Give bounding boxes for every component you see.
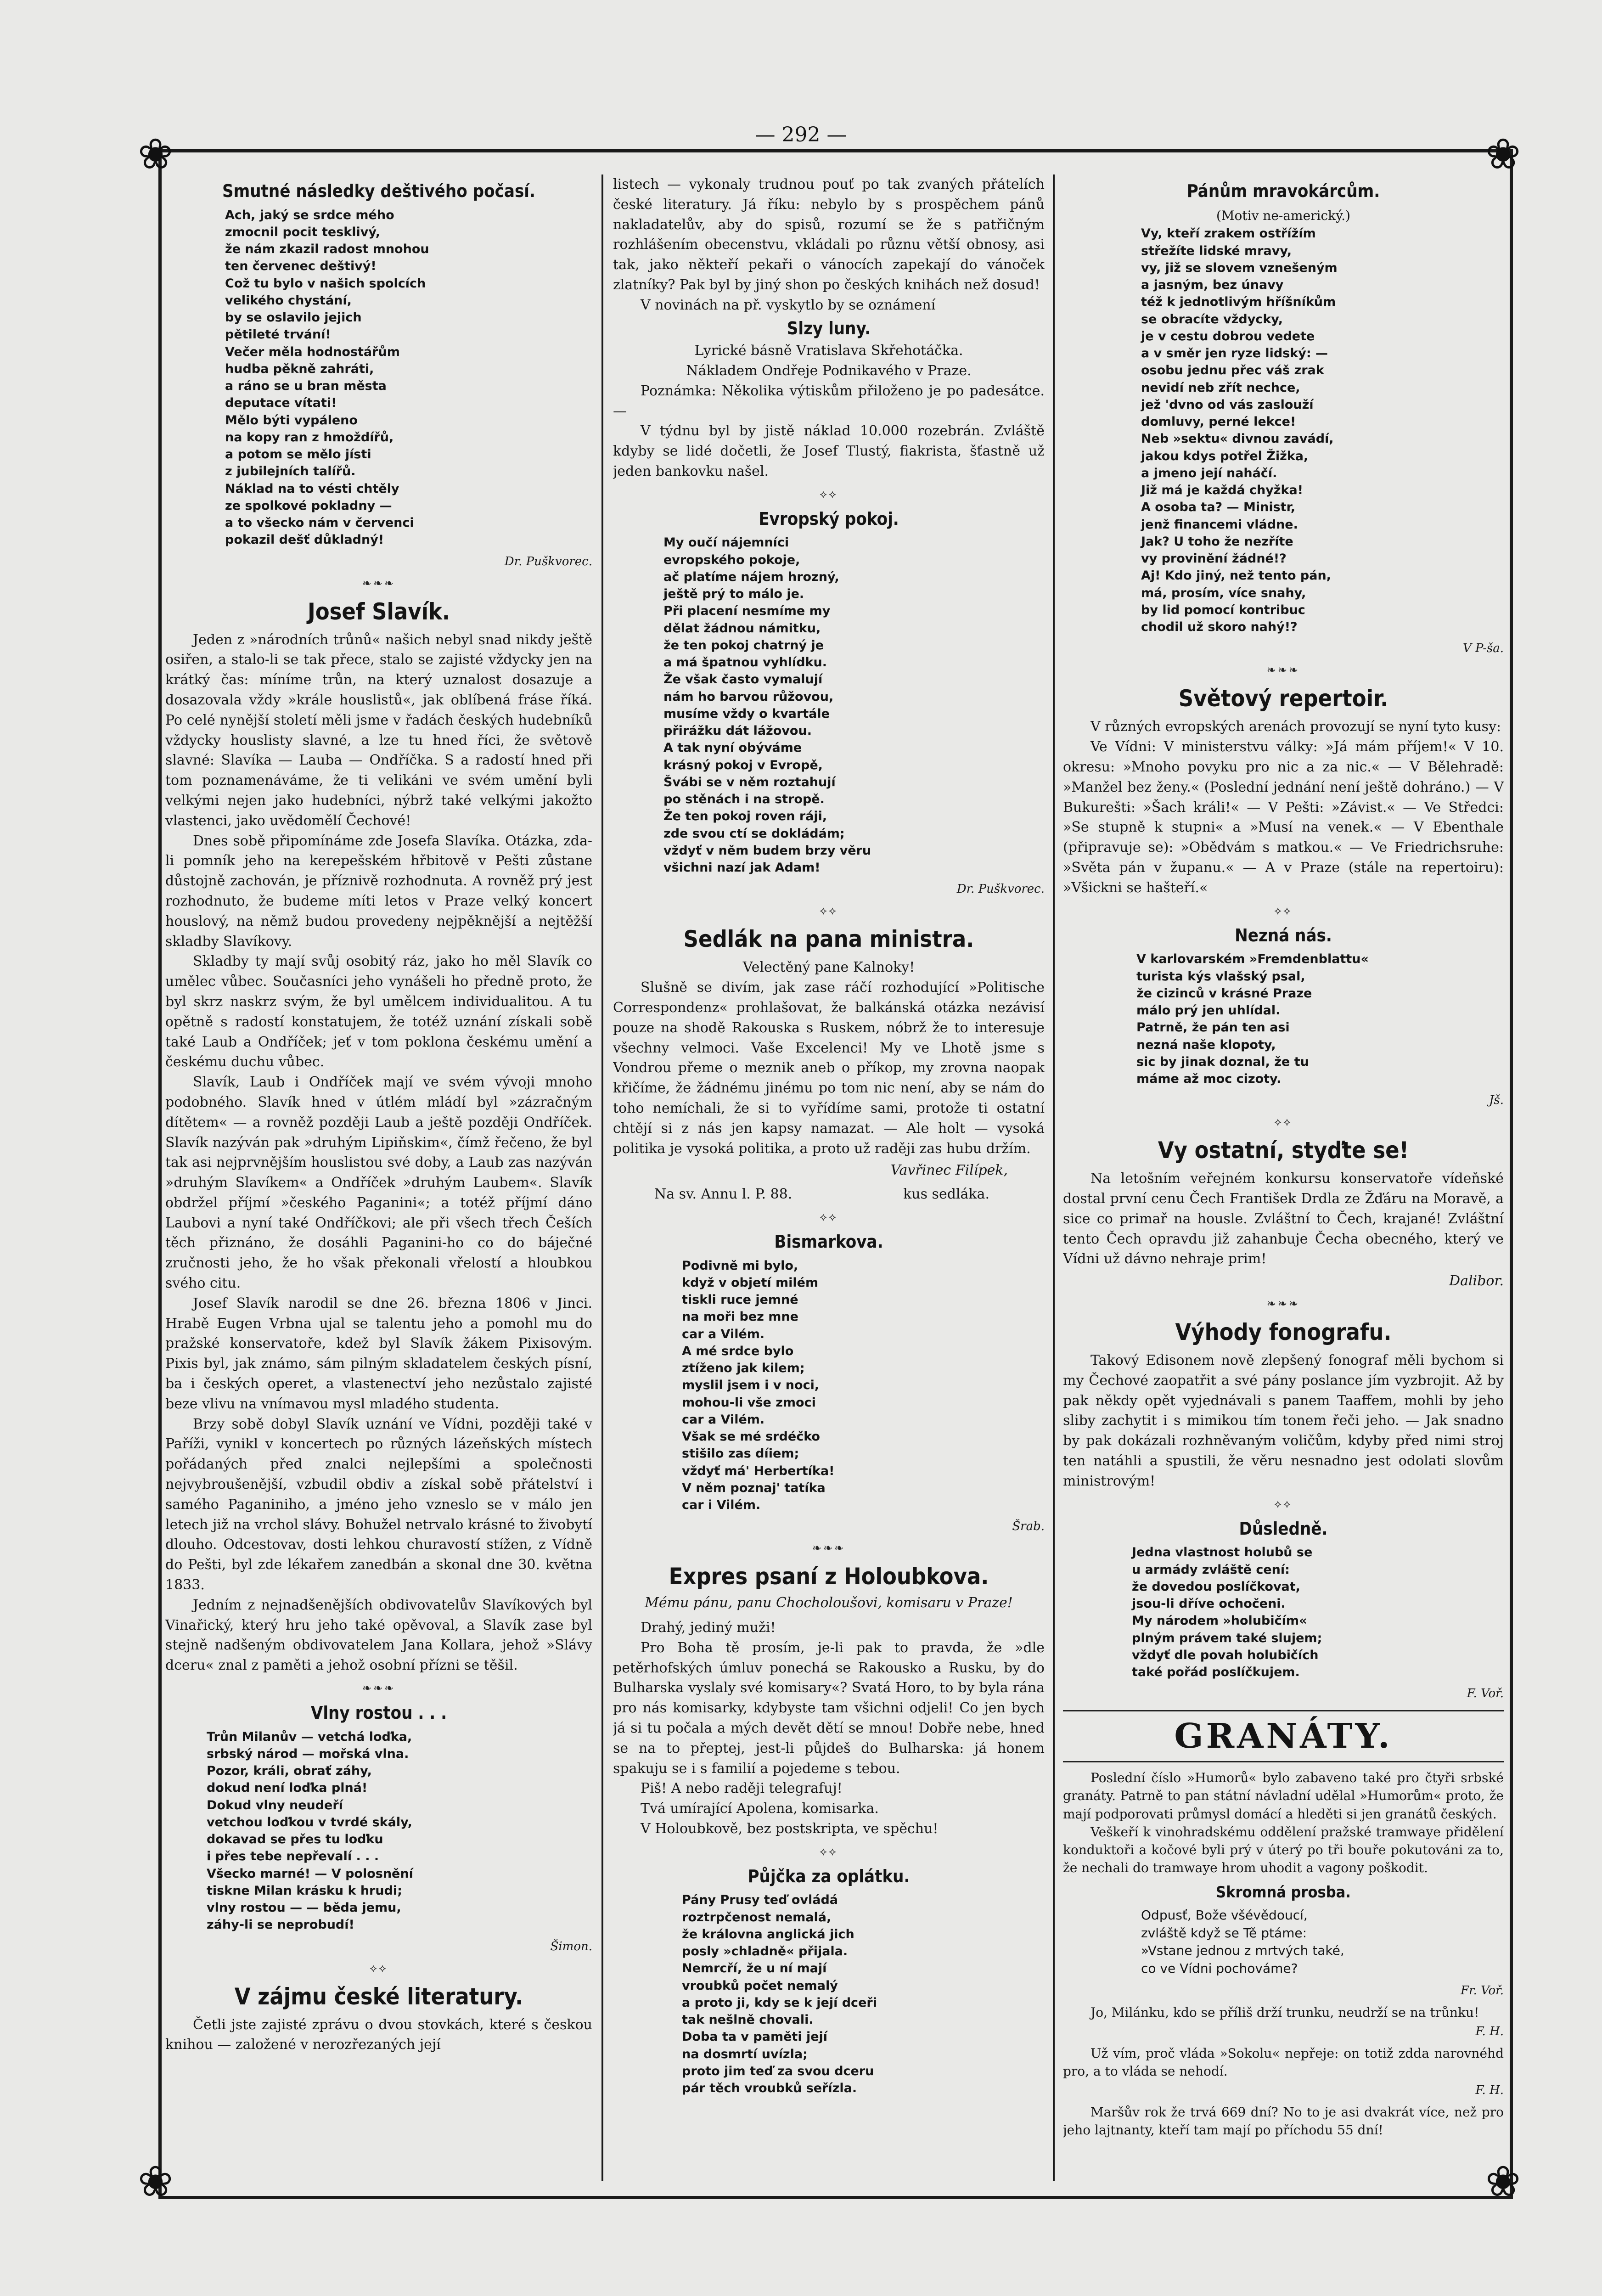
paragraph: Četli jste zajisté zprávu o dvou stovkách, které s českou knihou — založené v nerozřezaných její [165,2016,592,2053]
letter-footer [613,1184,1045,1204]
paragraph: Tvá umírající Apolena, komisarka. [641,1801,879,1817]
author-signature: Šrab. [1012,1519,1045,1534]
author-signature: Dalibor. [1449,1273,1504,1289]
section-divider: ⟡⟡ [1274,1497,1293,1510]
corner-ornament-icon: ❀ [1485,2157,1521,2206]
article-title: Vy ostatní, styďte se! [1158,1137,1409,1164]
column-rule [601,174,603,2181]
paragraph: Maršův rok že trvá 669 dní? No to je asi dvakrát více, než pro jeho lajtnanty, kteří tam mají po příchodu 55 dní! [1063,2105,1504,2138]
letter-greeting: Drahý, jediný muži! [641,1620,776,1636]
article-title: Půjčka za oplátku. [748,1866,910,1886]
author-signature: Dr. Puškvorec. [504,554,592,568]
paragraph: Jeden z »národních trůnů« našich nebyl snad nikdy ještě osiřen, a stalo-li se tak přece, stalo se zajisté vždycky jen na krátký čas: míníme trůn, na který uznalost dosazuje a dosazovala vždy »krále houslistů«, jak oblíbená fráse říká. Po celé nynější století měli jsme v řadách českých hudebníků vždycky houslisty slavné, a lze tu hned říci, že světově slavné: Slavíka — Lauba — Ondříčka. S a radostí hned při tom poznamenáváme, že ti velikáni ve svém umění byli velkými nejen jako hudebníci, nýbrž také velkými jakožto vlastenci, jako uvědomělí Čechové! [165,631,592,829]
poem: Vy, kteří zrakem ostřížím střežíte lidské mravy, vy, již se slovem vznešeným a jasným, bez únavy též k jednotlivým hříšníkům se obracíte vždycky, je v cestu dobrou vedete a v směr jen ryze lidský: — osobu jednu přec váš zrak nevidí neb zřít nechce, jež 'dvno od vás zaslouží domluvy, perné lekce! Neb »sektu« divnou zavádí, jakou kdys potřel Žižka, a jmeno její naháčí. Již má je každá chyžka! A osoba ta? — Ministr, jenž financemi vládne. Jak? U toho že nezříte vy provinění žádné!? Aj! Kdo jiný, než tento pán, má, prosím, více snahy, by lid pomocí kontribuc chodil už skoro nahý!? [1141,226,1338,635]
poem: My oučí nájemníci evropského pokoje, ač platíme nájem hrozný, ještě prý to málo je. Při placení nesmíme my dělat žádnou námitku, že ten pokoj chatrný je a má špatnou vyhlídku. Že však často vymalují nám ho barvou růžovou, musíme vždy o kvartále přirážku dát lážovou. A tak nyní obýváme krásný pokoj v Evropě, Švábi se v něm roztahují po stěnách i na stropě. Že ten pokoj roven ráji, zde svou ctí se dokládám; vždyť v něm budem brzy věru všichni nazí jak Adam! [663,535,871,875]
article-title: Expres psaní z Holoubkova. [669,1563,989,1590]
book-title: Slzy luny. [787,318,871,338]
column-1 [165,174,592,2184]
poem: Jedna vlastnost holubů se u armády zvláště cení: že dovedou poslíčkovat, jsou-li dříve ochočeni. My národem »holubičím« plným právem také slujem; vždyť dle povah holubičích také pořád poslíčkujem. [1132,1545,1322,1679]
article-title: Bismarkova. [774,1231,883,1252]
section-divider: ⟡⟡ [820,1845,838,1858]
author-signature: Dr. Puškvorec. [956,882,1045,896]
column-2 [613,174,1045,2184]
author-signature: Vavřinec Filípek, [890,1162,1008,1179]
poem: Podivně mi bylo, když v objetí milém tiskli ruce jemné na moři bez mne car a Vilém. A mé srdce bylo ztíženo jak kilem; myslil jsem i v noci, mohou-li vše zmoci car a Vilém. Však se mé srdéčko stišilo zas díiem; vždyť má' Herbertíka! V něm poznaj' tatíka car i Vilém. [682,1258,835,1513]
corner-ornament-icon: ❀ [138,2157,174,2206]
paragraph: V novinách na př. vyskytlo by se oznámení [641,297,936,313]
book-line: Lyrické básně Vratislava Skřehotáčka. [694,343,963,359]
article-subtitle: (Motiv ne-americký.) [1216,208,1351,223]
article-title: Světový repertoir. [1178,685,1388,712]
section-divider: ⟡⟡ [820,904,838,917]
author-signature: Fr. Voř. [1460,1983,1504,1998]
paragraph: Slavík, Laub i Ondříček mají ve svém vývoji mnoho podobného. Slavík hned v útlém mládí byl »zázračným dítětem« — a rovněž později Laub a ještě později Ondříček. Slavík nazýván pak »druhým Lipiňskim«, čímž řečeno, že byl tak asi nejprvnějším houslistou své doby, a Laub zas nazýván »druhým Slavíkem« a Ondříček »druhým Laubem«. Slavík obdržel příjmí »českého Paganini«; a totéž příjmí dáno Laubovi a nyní také Ondříčkovi; ale při všech třech Češích těch přiznáno, že dosáhli Paganini-ho co do báječné zručnosti jeho, že ho však překonali vřelostí a hloubkou svého citu. [165,1074,592,1292]
poem: V karlovarském »Fremdenblattu« turista kýs vlašský psal, že cizinců v krásné Praze málo prý jen uhlídal. Patrně, že pán ten asi nezná naše klopoty, sic by jinak doznal, že tu máme až moc cizoty. [1136,952,1369,1086]
section-divider: ⟡⟡ [1274,1115,1293,1129]
paragraph: V různých evropských arenách provozují se nyní tyto kusy: [1090,719,1501,735]
article-title: V zájmu české literatury. [234,1983,523,2010]
article-title: Skromná prosba. [1216,1883,1351,1902]
frame-right-rule [1510,149,1513,2197]
paragraph: Jedním z nejnadšenějších obdivovatelův Slavíkových byl Vinařický, který hru jeho také opěvoval, a Slavík zase byl stejně nadšeným obdivovatelem Jana Kollara, jehož »Slávy dceru« znal z paměti a jehož osobní přízni se těšil. [165,1597,592,1674]
paragraph: Poznámka: Několika výtiskům přiloženo je po padesátce. — [613,383,1045,419]
paragraph: V Holoubkově, bez postskripta, ve spěchu! [641,1821,939,1837]
poem: Ach, jaký se srdce mého zmocnil pocit tesklivý, že nám zkazil radost mnohou ten červenec deštivý! Což tu bylo v našich spolcích velikého chystání, by se oslavilo jejich pětileté trvání! Večer měla hodnostářům hudba pěkně zahráti, a ráno se u bran města deputace vítati! Mělo býti vypáleno na kopy ran z hmoždířů, a potom se mělo jísti z jubilejních talířů. Náklad na to vésti chtěly ze spolkové pokladny — a to všecko nám v červenci pokazil dešť důkladný! [225,208,429,547]
article-title: Sedlák na pana ministra. [683,926,974,953]
paragraph: Už vím, proč vláda »Sokolu« nepřeje: on totiž zdda narovnéhd pro, a to vláda se nehodí. [1063,2045,1504,2079]
author-signature: Šimon. [550,1939,592,1953]
article-title: Josef Slavík. [307,598,450,625]
paragraph: Na letošním veřejném konkursu konservatoře vídeňské dostal první cenu Čech František Drdla ze Žďáru na Moravě, a sice co primař na housle. Zvláštní to Čech, krajané! Zvláštní tento Čech opravdu již zahanbuje Čecha obecného, který ve Vídni už dávno nehraje prim! [1063,1171,1504,1267]
section-divider: ⟡⟡ [820,1210,838,1223]
paragraph: Slušně se divím, jak zase ráčí rozhodující »Politische Correspondenz« prohlašovat, že balkánská otázka nezávisí pouze na shodě Rakouska s Ruskem, nóbrž že to interesuje všechny velmoci. Vaše Excelenci! My ve Lhotě jsme s Vondrou přeme o meznik aneb o příkop, my zrovna naopak křičíme, že žádnému jinému po tom nic není, aby se nám do toho nemíchali, že si to vyřídíme sami, protože ti ostatní chtějí si z nás jen kapsy namazat. — Ale holt — vysoká politika je vysoká politika, a proto už raději zas hubu držím. [613,979,1045,1157]
article-title: Nezná nás. [1235,925,1332,945]
paragraph: V týdnu byl by jistě náklad 10.000 rozebrán. Zvláště kdyby se lidé dočetli, že Josef Tlustý, fiakrista, šťastně už jeden bankovku našel. [613,423,1045,479]
section-divider: ❧❧❧ [1266,1297,1300,1311]
paragraph: Pro Boha tě prosím, je-li pak to pravda, že »dle petěrhofských úmluv ponechá se Rakousko a Rusku, by do Bulharska vyslaly své komisary«? Svatá Horo, to by byla rána pro nás komisarky, kdybyste tam všichni odjeli! Co jen bych já si tu počala a mých devět dětí se mnou! Dobře nebe, hned se na to přeptej, jest-li půjdeš do Bulharska: já honem spakuju se i s familií a pojedeme s tebou. [613,1639,1045,1777]
author-signature: F. H. [1475,2024,1504,2038]
section-banner: GRANÁTY. [1063,1710,1504,1762]
section-divider: ⟡⟡ [1274,904,1293,917]
article-title: Smutné následky deštivého počasí. [222,181,536,201]
paragraph: Josef Slavík narodil se dne 26. března 1806 v Jinci. Hrabě Eugen Vrbna ujal se talentu jeho a pomohl mu do pražské konservatoře, kdež byl Slavík žákem Pixisovým. Pixis byl, jak známo, sám pilným skladatelem českých písní, ba i českých operet, a vlastenectví jeho nezůstalo zajisté beze vlivu na vnímavou mysl mladého studenta. [165,1295,592,1412]
paragraph: listech — vykonaly trudnou pouť po tak zvaných přátelích české literatury. Já říku: nebylo by s prospěchem pánů nakladatelův, aby do spisů, rozumí se že s patřičným rozhlášením obecenstvu, vkládali po různu větší obnosy, asi tak, jako někteří pekaři o vánocích zapekají do vánoček zlatníky? Pak byl by jiný shon po českých knihách než dosud! [613,176,1045,293]
paragraph: Poslední číslo »Humorů« bylo zabaveno také pro čtyři srbské granáty. Patrně to pan státní návladní udělal »Humorům« proto, že mají podporovati průmysl domácí a hleděti si jen granátů českých. [1063,1770,1504,1822]
author-signature: F. H. [1475,2083,1504,2098]
book-line: Nákladem Ondřeje Podnikavého v Praze. [686,362,972,379]
author-signature: V P-ša. [1462,642,1504,656]
paragraph: Dnes sobě připomínáme zde Josefa Slavíka. Otázka, zda-li pomník jeho na kerepešském hřbitově v Pešti zůstane důstojně zachován, je příznivě rozhodnuta. A rovněž prý jest rozhodnuto, že budeme míti letos v Praze velký koncert houslový, na němž budou provedeny nejpěknější a nejtěžší skladby Slavíkovy. [165,833,592,950]
letter-place: Na sv. Annu l. P. 88. [654,1186,793,1203]
paragraph: Takový Edisonem nově zlepšený fonograf měli bychom si my Čechové zaopatřit a své pány poslance jím vyzbrojit. Až by pak někdy opět vyjednávali s panem Taaffem, mohli by jeho sliby zachytit i s mimikou tím tonem řeči jeho. — Jak snadno by pak dokázali rozhněvaným voličům, kdyby před nimi stroj ten natáhli a spustili, že věru nesnadno jest odolati slovům ministrovým! [1063,1352,1504,1489]
paragraph: Veškeří k vinohradskému oddělení pražské tramwaye přidělení konduktoři a kočové byli prý v úterý po tři bouře pokutováni za to, že nechali do tramwaye hrom uhodit a vagony poškodit. [1063,1824,1504,1876]
column-rule [1053,174,1055,2181]
paragraph: Ve Vídni: V ministerstvu války: »Já mám příjem!« V 10. okresu: »Mnoho povyku pro nic a za nic.« — V Bělehradě: »Manžel bez ženy.« (Poslední jednání není ještě dohráno.) — V Bukurešti: »Šach králi!« — V Pešti: »Závist.« — Ve Středci: »Se stupně k stupni« a »Musí na venek.« — V Ebenthale (připravuje se): »Obědvám s matkou.« — Ve Friedrichsruhe: »Světa pán v županu.« — A v Praze (stále na repertoiru): »Všickni se hašteří.« [1063,739,1504,896]
article-title: Důsledně. [1239,1518,1328,1539]
section-divider: ⟡⟡ [820,487,838,501]
section-divider: ❧❧❧ [362,576,396,590]
paragraph: Brzy sobě dobyl Slavík uznání ve Vídni, později také v Paříži, vynikl v koncertech po různých lázeňských místech pořádaných před znalci nejlepšími a společnosti nejvybroušenější, vzbudil obdiv a získal sobě přátelství i samého Paganiniho, a jméno jeho vzneslo se v málo jen letech již na vrchol slávy. Bohužel netrvalo krásné to živobytí dlouho. Odcestovav, dosti lehkou churavostí stížen, z Vídně do Pešti, byl zde lékařem zanedbán a skonal dne 30. května 1833. [165,1416,592,1593]
poem: Trůn Milanův — vetchá loďka, srbský národ — mořská vlna. Pozor, králi, obrať záhy, dokud není loďka plná! Dokud vlny neudeří vetchou loďkou v tvrdé skály, dokavad se přes tu loďku i přes tebe nepřevalí . . . Všecko marné! — V polosnění tiskne Milan krásku k hrudi; vlny rostou — — běda jemu, záhy-li se neprobudí! [207,1729,413,1932]
paragraph: Skladby ty mají svůj osobitý ráz, jako ho měl Slavík co umělec vůbec. Současníci jeho vynášeli ho předně proto, že byl skrz naskrz svým, že byl umělcem individualitou. A tu opětně s radostí konstatujem, že totéž uznání získali sobě také Laub a Ondříček; jeť v tom poklona českému umění a českému duchu vůbec. [165,953,592,1070]
frame-left-rule [158,149,162,2197]
section-divider: ❧❧❧ [1266,664,1300,677]
author-signature: Jš. [1489,1093,1504,1108]
section-divider: ⟡⟡ [370,1961,388,1975]
article-title: Vlny rostou . . . [310,1703,447,1723]
page-number: — 292 — [755,123,847,146]
paragraph: Piš! A nebo raději telegrafuj! [641,1780,843,1797]
poem: Odpusť, Bože všévědoucí, zvláště když se Tě ptáme: »Vstane jednou z mrtvých také, co ve Vídni pochováme? [1141,1908,1344,1976]
poem: Pány Prusy teď ovládá roztrpčenost nemalá, že královna anglická jich posly »chladně« přijala. Nemrcří, že u ní mají vroubků počet nemalý a proto ji, kdy se k její dceři tak nešlně chovali. Doba ta v paměti její na dosmrtí uvízla; proto jim teď za svou dceru pár těch vroubků seřízla. [682,1893,877,2096]
letter-greeting: Velectěný pane Kalnoky! [742,959,915,976]
section-divider: ❧❧❧ [812,1542,846,1555]
article-title: Výhody fonografu. [1175,1319,1392,1346]
corner-ornament-icon: ❀ [138,129,174,179]
letter-role: kus sedláka. [903,1186,989,1203]
column-3 [1063,174,1504,2184]
corner-ornament-icon: ❀ [1485,129,1521,179]
article-title: Evropský pokoj. [759,508,899,529]
paragraph: Jo, Milánku, kdo se příliš drží trunku, neudrží se na trůnku! [1090,2004,1479,2020]
author-signature: F. Voř. [1467,1687,1504,1701]
section-divider: ❧❧❧ [362,1682,396,1695]
article-subtitle: Mému pánu, panu Chocholoušovi, komisaru v Praze! [645,1595,1013,1611]
article-title: Pánům mravokárcům. [1186,181,1380,201]
